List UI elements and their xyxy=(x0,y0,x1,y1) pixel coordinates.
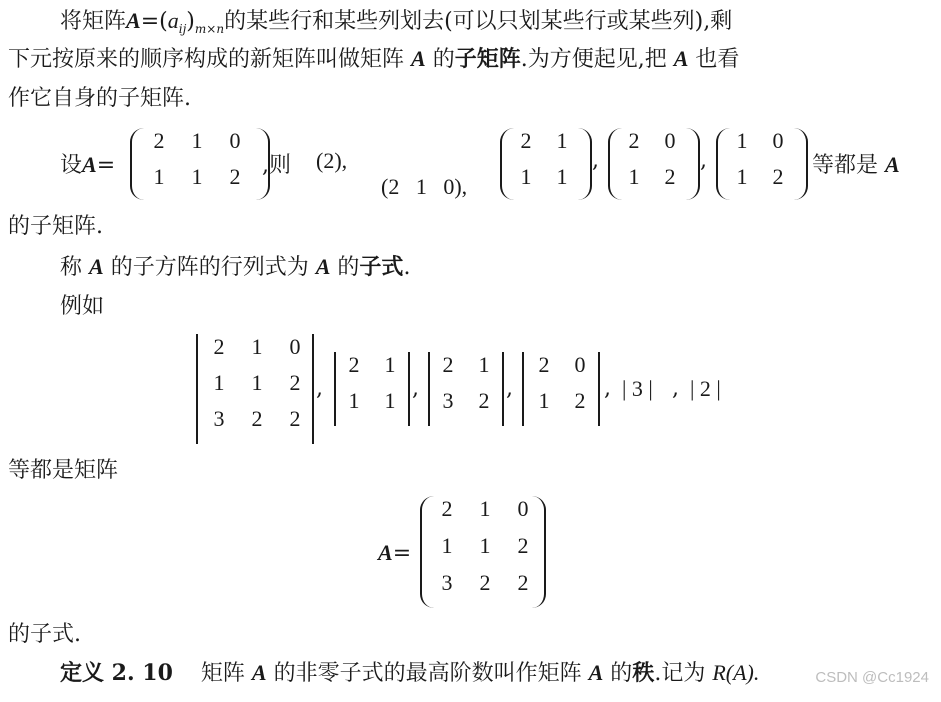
element-symbol: a xyxy=(167,8,179,33)
para1-line2 xyxy=(8,44,739,75)
para1-line3 xyxy=(8,84,191,114)
example2-after xyxy=(8,456,118,486)
text: 作它自身的子矩阵. xyxy=(8,86,191,111)
text: .记为 xyxy=(654,661,706,686)
text: 称 xyxy=(60,255,83,280)
example2-tail xyxy=(8,620,81,650)
comma: , xyxy=(700,148,707,173)
text: 的子方阵的行列式为 xyxy=(110,255,309,280)
matrix-entry: 3 xyxy=(213,406,225,431)
matrix-entry: 0 xyxy=(664,128,676,153)
matrix-entry: 1 xyxy=(191,164,203,189)
text: 的某些行和某些列划去(可以只划某些行或某些列),剩 xyxy=(224,9,733,34)
matrix-entry: 1 xyxy=(191,128,203,153)
matrix-symbol: A xyxy=(411,46,426,71)
paren-right xyxy=(530,496,546,608)
determinant-3x3 xyxy=(200,334,314,442)
term-bold: 秩 xyxy=(632,660,655,686)
paren-right xyxy=(576,128,592,200)
det-bar-right xyxy=(502,352,504,426)
definition-label: 定义 2. 10 xyxy=(60,660,173,686)
determinant-2x2-c xyxy=(526,352,598,424)
term-bold: 子矩阵 xyxy=(454,46,521,72)
determinant-2x2-a xyxy=(336,352,408,424)
text: .为方便起见,把 xyxy=(520,47,667,72)
matrix-entry: 1 xyxy=(153,164,165,189)
matrix-entry: 2 xyxy=(538,352,550,377)
text: =( xyxy=(140,9,168,34)
matrix-symbol: A xyxy=(885,152,900,177)
determinant-1x1-b: | 2 | xyxy=(690,376,721,401)
watermark: CSDN @Cc1924 xyxy=(815,669,929,686)
paren-right xyxy=(684,128,700,200)
text: , xyxy=(461,174,468,199)
para1-line1 xyxy=(60,6,732,44)
example1-intro xyxy=(60,148,115,179)
text: 将矩阵 xyxy=(60,9,127,34)
subscript: ij xyxy=(178,22,187,36)
example2-label xyxy=(60,292,104,322)
matrix-entry: 1 xyxy=(736,128,748,153)
matrix-entry: 1 xyxy=(478,352,490,377)
matrix-symbol: A xyxy=(82,152,97,177)
text: = xyxy=(392,541,412,566)
example1-tail xyxy=(8,212,103,242)
comma: , xyxy=(592,148,599,173)
matrix-entry: 2 xyxy=(520,128,532,153)
text: 的 xyxy=(432,47,455,72)
matrix-symbol: A xyxy=(378,540,393,565)
matrix-entry: 0 xyxy=(289,334,301,359)
matrix-entry: 1 xyxy=(479,496,491,521)
text: ) xyxy=(186,9,195,34)
matrix-entry: 1 xyxy=(348,388,360,413)
paren-right xyxy=(792,128,808,200)
matrix-entry: 1 xyxy=(384,352,396,377)
text: 等都是矩阵 xyxy=(8,458,119,483)
matrix-symbol: A xyxy=(673,46,689,71)
matrix-entry: 2 xyxy=(772,164,784,189)
matrix-A-3x3 xyxy=(428,496,542,607)
matrix-symbol: A xyxy=(126,8,141,33)
det-bar-left xyxy=(196,334,198,444)
matrix-entry: 2 xyxy=(153,128,165,153)
comma: , xyxy=(672,376,679,401)
example1-post xyxy=(812,148,900,179)
text: ,则 xyxy=(262,153,291,178)
matrix-entry: 2 xyxy=(664,164,676,189)
matrix-entry: 0 xyxy=(772,128,784,153)
matrix-symbol: A xyxy=(89,254,104,279)
determinant-2x2-b xyxy=(430,352,502,424)
det-bar-right xyxy=(312,334,314,444)
text: 的 xyxy=(337,255,360,280)
matrix-entry: 2 xyxy=(289,370,301,395)
matrix-entry: 1 xyxy=(628,164,640,189)
matrix-entry: 1 xyxy=(384,388,396,413)
matrix-entry: 1 xyxy=(520,164,532,189)
matrix-entry: 1 xyxy=(556,164,568,189)
determinant-1x1-a: | 3 | xyxy=(622,376,653,401)
matrix-entry: 1 xyxy=(479,533,491,558)
matrix-entry: 0 xyxy=(229,128,241,153)
text: 也看 xyxy=(695,47,740,72)
matrix-entry: 3 xyxy=(441,570,453,595)
text: 下元按原来的顺序构成的新矩阵叫做矩阵 xyxy=(8,47,405,72)
text: 的子矩阵. xyxy=(8,214,103,239)
matrix-symbol: A xyxy=(588,660,604,685)
matrix-entry: 3 xyxy=(442,388,454,413)
text: 设 xyxy=(60,153,83,178)
submatrix-1x3 xyxy=(370,148,467,200)
text: . xyxy=(403,255,411,280)
rank-notation: R(A). xyxy=(712,660,760,685)
matrix-entry: 2 xyxy=(478,388,490,413)
matrix-entry: 1 xyxy=(736,164,748,189)
comma: , xyxy=(412,376,419,401)
matrix-entry: 1 xyxy=(556,128,568,153)
det-bar-right xyxy=(408,352,410,426)
comma: , xyxy=(604,376,611,401)
matrix-entry: 0 xyxy=(517,496,529,521)
matrix-entry: 2 xyxy=(517,533,529,558)
matrix-entry: 2 xyxy=(517,570,529,595)
text: 例如 xyxy=(60,294,105,319)
matrix-entry: 2 xyxy=(628,128,640,153)
submatrix-1x1 xyxy=(316,148,347,174)
matrix-A-2x3 xyxy=(140,128,254,200)
matrix-entry: 2 xyxy=(479,570,491,595)
submatrix-2x2-c xyxy=(724,128,796,200)
matrix-entry: 1 xyxy=(251,334,263,359)
text: 的非零子式的最高阶数叫作矩阵 xyxy=(273,661,582,686)
text: 矩阵 xyxy=(200,661,245,686)
matrix-entry: 1 xyxy=(251,370,263,395)
matrix-entry: 2 xyxy=(348,352,360,377)
text: 的 xyxy=(610,661,633,686)
text: , xyxy=(341,148,348,173)
definition-2-10 xyxy=(60,658,759,689)
matrix-entry: 2 xyxy=(213,334,225,359)
matrix-A-label xyxy=(378,540,411,566)
comma: , xyxy=(506,376,513,401)
text: = xyxy=(96,153,116,178)
matrix-entry: 2 xyxy=(251,406,263,431)
text: 等都是 xyxy=(812,153,879,178)
term-bold: 子式 xyxy=(359,254,404,280)
det-bar-left xyxy=(522,352,524,426)
para2 xyxy=(60,252,410,283)
text: 的子式. xyxy=(8,622,81,647)
matrix-entry: 2 xyxy=(574,388,586,413)
matrix-entry: 0 xyxy=(574,352,586,377)
matrix-symbol: A xyxy=(315,254,331,279)
text: (2 1 0) xyxy=(381,174,462,199)
subscript: m×n xyxy=(194,22,225,36)
matrix-entry: 2 xyxy=(441,496,453,521)
matrix-entry: 2 xyxy=(289,406,301,431)
text: (2) xyxy=(316,148,342,173)
submatrix-2x2-a xyxy=(508,128,580,200)
matrix-entry: 1 xyxy=(538,388,550,413)
matrix-entry: 2 xyxy=(442,352,454,377)
matrix-symbol: A xyxy=(251,660,267,685)
matrix-entry: 1 xyxy=(441,533,453,558)
matrix-entry: 2 xyxy=(229,164,241,189)
matrix-entry: 1 xyxy=(213,370,225,395)
example1-then xyxy=(262,148,291,179)
submatrix-2x2-b xyxy=(616,128,688,200)
det-bar-right xyxy=(598,352,600,426)
comma: , xyxy=(316,376,323,401)
